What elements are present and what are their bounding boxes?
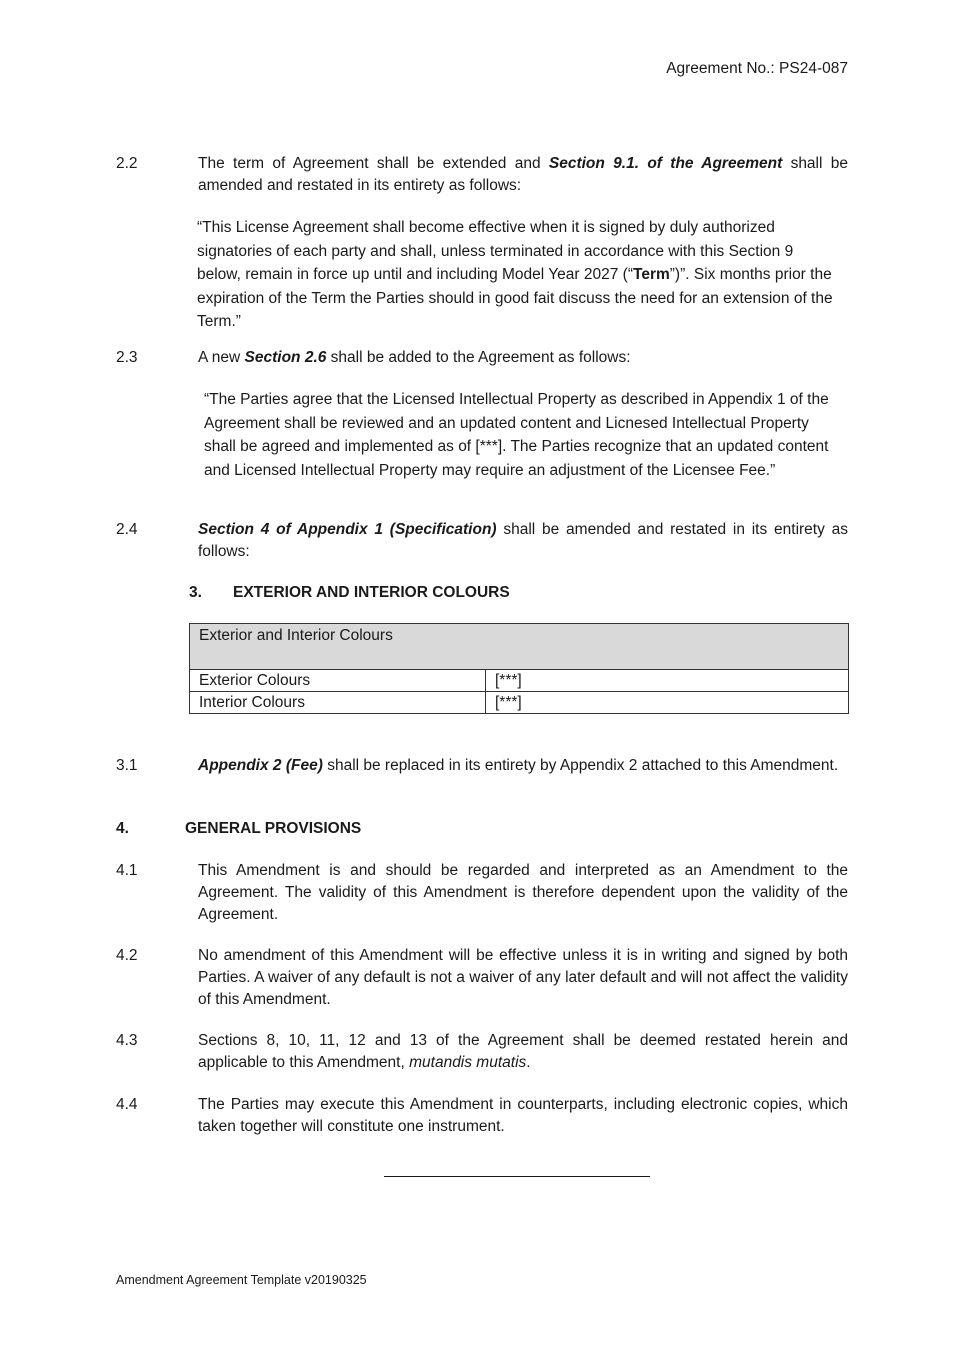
- colours-heading: EXTERIOR AND INTERIOR COLOURS: [233, 584, 510, 601]
- section-9-1-ref: Section 9.1. of the Agreement: [548, 155, 783, 172]
- section-3-1-text: [198, 755, 848, 777]
- latin-phrase: mutandis mutatis: [409, 1054, 527, 1071]
- appendix-2-ref: Appendix 2 (Fee): [198, 757, 323, 774]
- section-number-4-1: 4.1: [116, 862, 138, 879]
- section-number-2-3: 2.3: [116, 349, 138, 366]
- quote-part-b: ”)”. Six months prior the expiration of the Term the Parties should in good fait discuss the need for an extension of the Term.”: [197, 266, 833, 330]
- term-defined: Term: [633, 266, 670, 283]
- section-number-4-2: 4.2: [116, 947, 138, 964]
- agreement-number: Agreement No.: PS24-087: [666, 60, 848, 77]
- section-2-4-text-b: shall be amended and restated in its entirety as follows:: [198, 521, 849, 560]
- general-provisions-heading: GENERAL PROVISIONS: [185, 820, 362, 837]
- section-4-4-text: The Parties may execute this Amendment in counterparts, including electronic copies, which taken together will constitute one instrument.: [198, 1096, 848, 1135]
- section-4-2-text: No amendment of this Amendment will be effective unless it is in writing and signed by both Parties. A waiver of any default is not a waiver of any later default and will not affect the validity of this Amendment.: [198, 947, 848, 1008]
- quote-part-a: “This License Agreement shall become effective when it is signed by duly authorized signatories of each party and shall, unless terminated in accordance with this Section 9 below, remain in force up until and including Model Year 2027 (“: [197, 219, 794, 283]
- footer-template-version: Amendment Agreement Template v20190325: [116, 1273, 367, 1287]
- section-4-1-text: This Amendment is and should be regarded and interpreted as an Amendment to the Agreement. The validity of this Amendment is therefore dependent upon the validity of the Agreement.: [198, 862, 848, 923]
- section-2-2-text-b: shall be amended and restated in its entirety as follows:: [198, 155, 848, 194]
- section-number-4-3: 4.3: [116, 1032, 138, 1049]
- section-2-2-text-a: The term of Agreement shall be extended and: [198, 155, 549, 172]
- section-2-2-quote: [197, 216, 837, 334]
- section-number-4-4: 4.4: [116, 1096, 138, 1113]
- exterior-colours-value: [***]: [486, 670, 849, 692]
- colours-heading-number: 3.: [189, 584, 202, 601]
- section-4-3-text-a: Sections 8, 10, 11, 12 and 13 of the Agreement shall be deemed restated herein and applicable to this Amendment,: [198, 1032, 848, 1071]
- section-2-3-text-b: shall be added to the Agreement as follows:: [326, 349, 631, 366]
- section-2-6-ref: Section 2.6: [244, 349, 327, 366]
- section-3-1-text-b: shall be replaced in its entirety by Appendix 2 attached to this Amendment.: [322, 757, 839, 774]
- table-row: [190, 692, 849, 714]
- exterior-colours-label: Exterior Colours: [190, 670, 486, 692]
- section-2-3-quote: “The Parties agree that the Licensed Intellectual Property as described in Appendix 1 of the Agreement shall be reviewed and an updated content and Licnesed Intellectual Property shall be agreed and implemented as of [***]. The Parties recognize that an updated content and Licensed Intellectual Property may require an adjustment of the Licensee Fee.”: [204, 391, 829, 479]
- table-row: [190, 670, 849, 692]
- section-number-3-1: 3.1: [116, 757, 138, 774]
- section-2-3-text: [198, 347, 848, 369]
- section-2-3-text-a: A new: [198, 349, 245, 366]
- section-2-4-text: [198, 519, 848, 563]
- section-4-3-text: [198, 1030, 848, 1074]
- section-2-2-text: [198, 153, 848, 197]
- appendix-1-ref: Section 4 of Appendix 1 (Specification): [198, 521, 497, 538]
- colours-table-title: Exterior and Interior Colours: [190, 624, 849, 670]
- section-number-2-4: 2.4: [116, 521, 138, 538]
- general-provisions-number: 4.: [116, 820, 129, 837]
- end-divider: [384, 1176, 650, 1177]
- section-number-2-2: 2.2: [116, 155, 138, 172]
- section-4-3-text-b: .: [526, 1054, 531, 1071]
- interior-colours-value: [***]: [486, 692, 849, 714]
- colours-table: [189, 623, 849, 714]
- interior-colours-label: Interior Colours: [190, 692, 486, 714]
